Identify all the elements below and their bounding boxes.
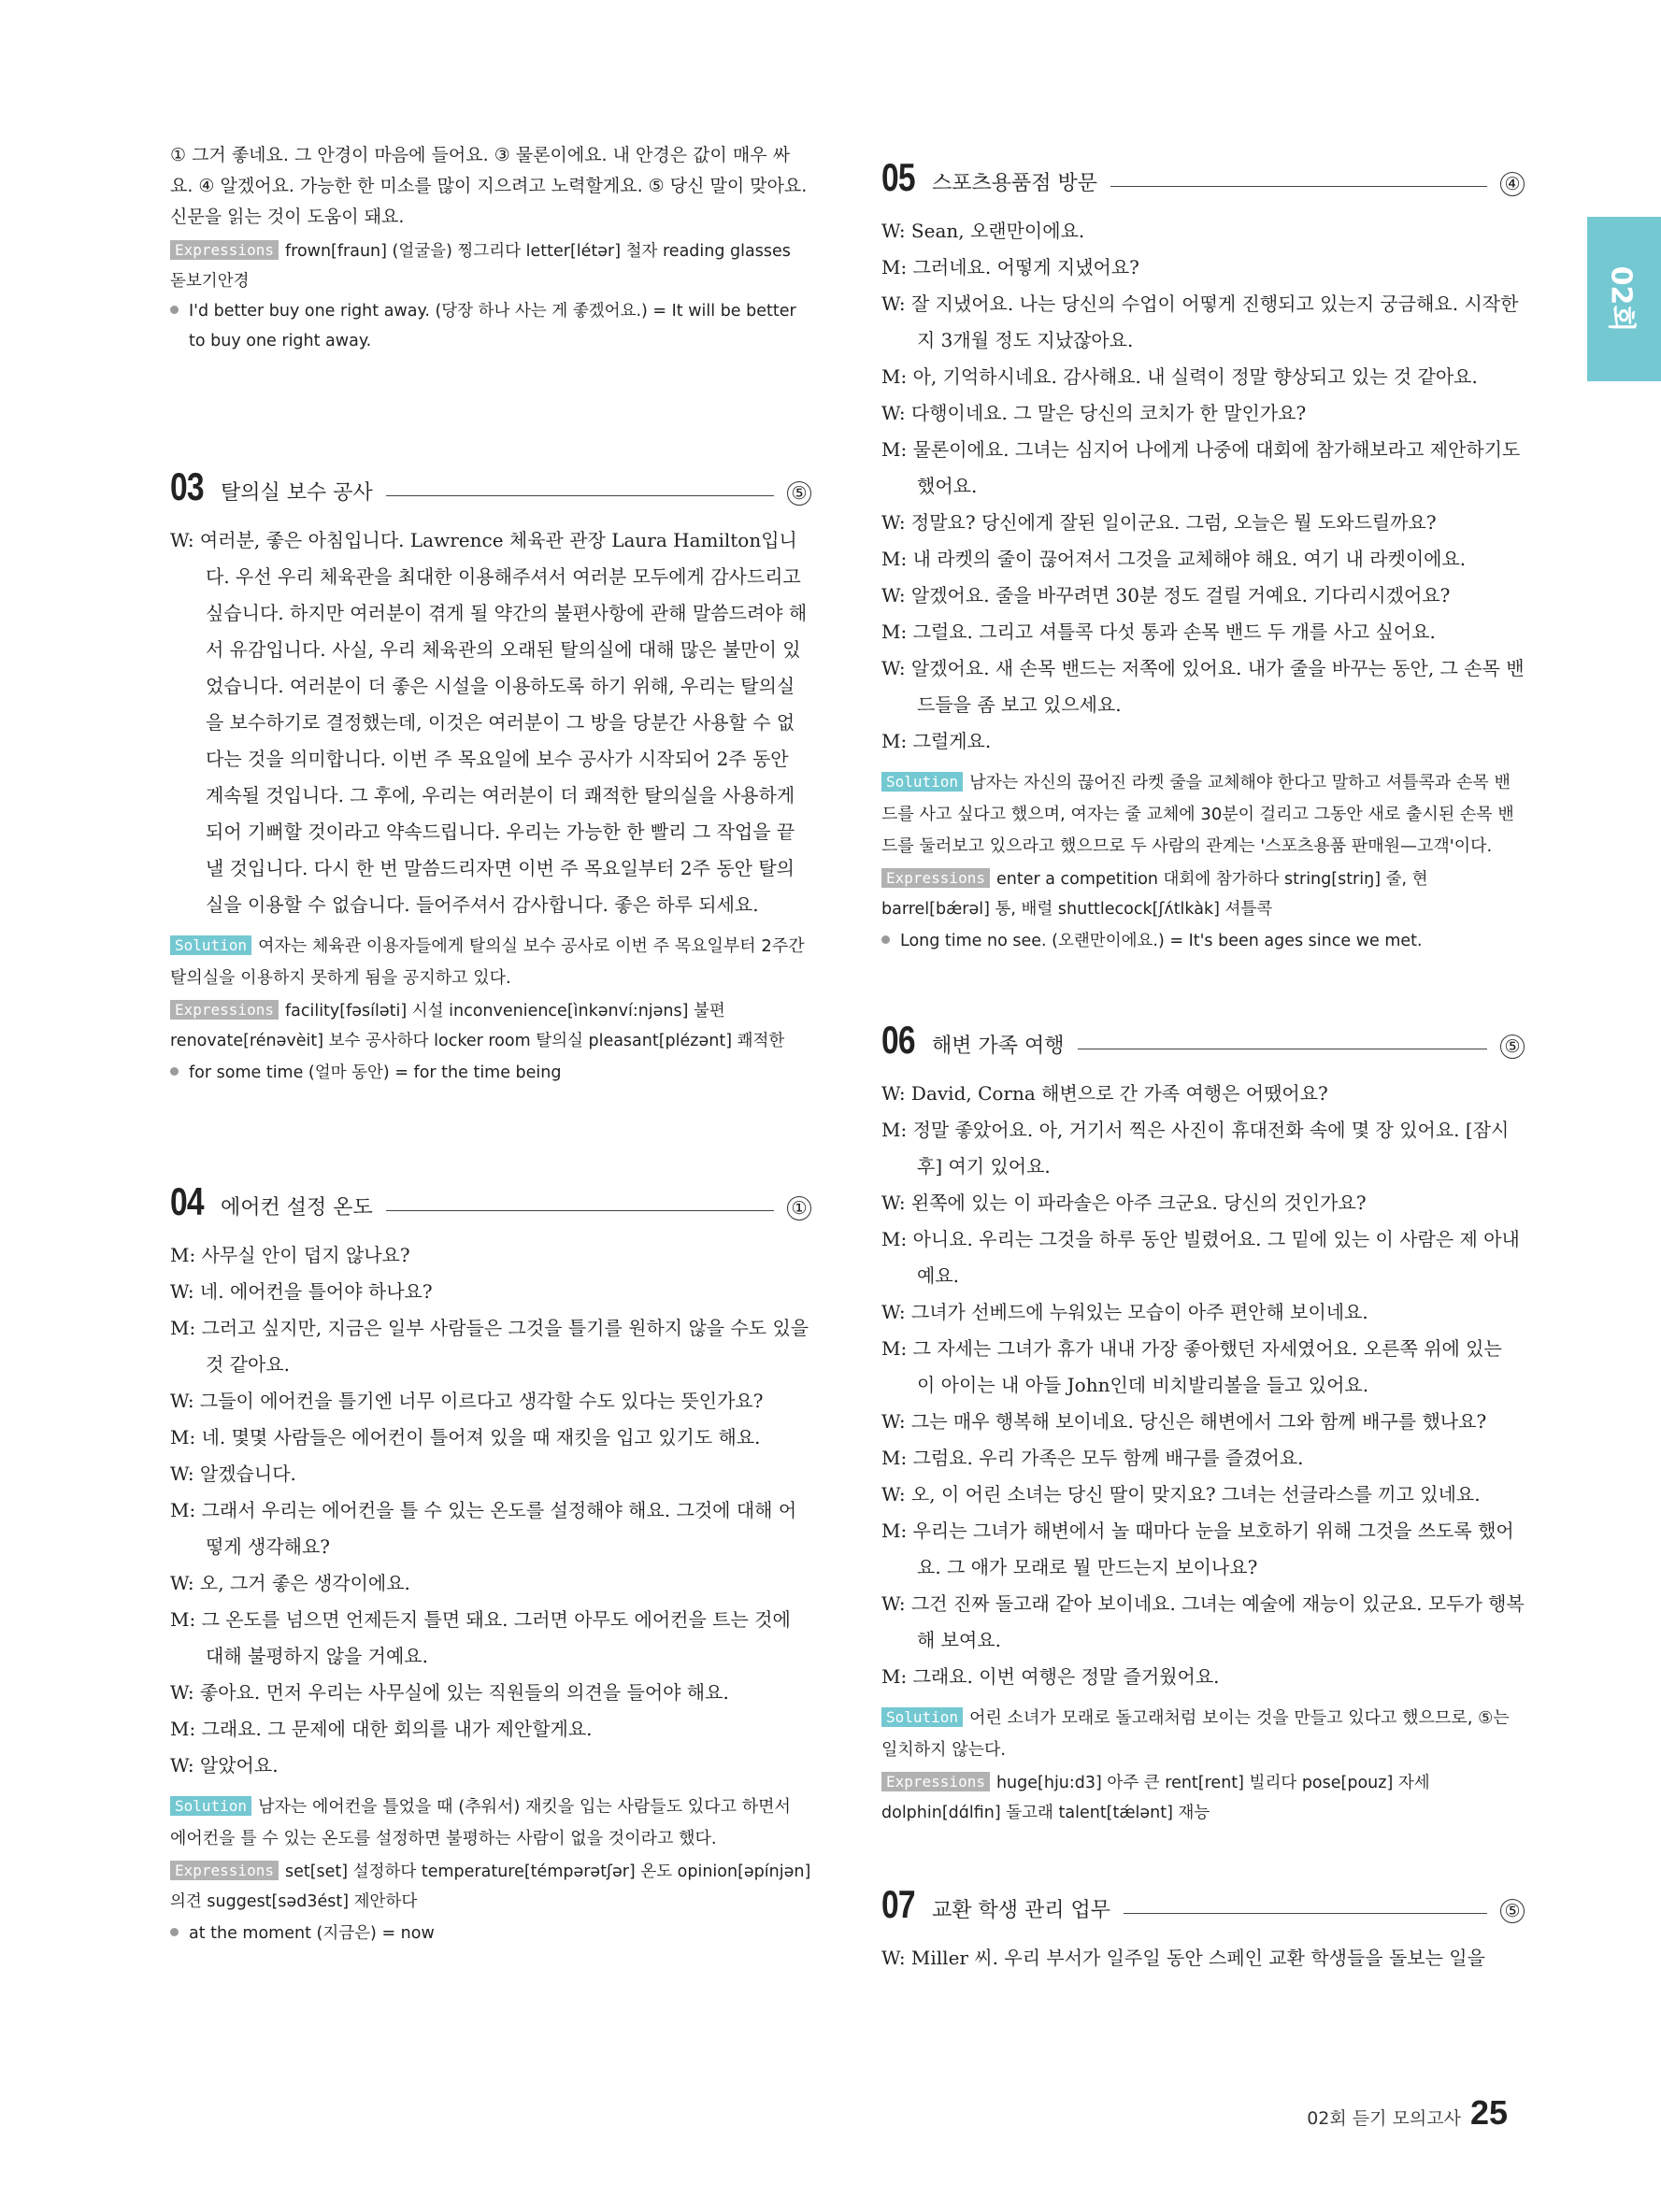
solution-tag: Solution: [170, 935, 251, 955]
section-05-expressions: Expressions enter a competition 대회에 참가하다 string[striŋ] 줄, 현 barrel[bǽrəl] 통, 배럴 shuttlecock[ʃʌ́tlkàk] 셔틀콕: [881, 869, 1428, 919]
section-number: 07: [881, 1882, 915, 1926]
dialogue-line: M: 우리는 그녀가 해변에서 놀 때마다 눈을 보호하기 위해 그것을 쓰도록 했어요. 그 애가 모래로 뭘 만드는지 보이나요?: [881, 1520, 1514, 1578]
dialogue-line: W: David, Corna 해변으로 간 가족 여행은 어땠어요?: [881, 1082, 1328, 1105]
dialogue-line: W: Miller 씨. 우리 부서가 일주일 동안 스페인 교환 학생들을 돌보는 일을: [881, 1947, 1485, 1969]
section-number: 06: [881, 1018, 915, 1062]
section-05-header: [881, 150, 1525, 199]
solution-tag: Solution: [881, 772, 963, 792]
answer-badge: ⑤: [1500, 1035, 1525, 1059]
dialogue-line: W: 그녀가 선베드에 누워있는 모습이 아주 편안해 보이네요.: [881, 1301, 1368, 1323]
dialogue-line: M: 그러네요. 어떻게 지냈어요?: [881, 256, 1139, 278]
right-column: [881, 150, 1525, 1977]
dialogue-line: W: 오, 이 어린 소녀는 당신 딸이 맞지요? 그녀는 선글라스를 끼고 있네요.: [881, 1483, 1481, 1506]
dialogue-line: M: 그럴요. 그리고 셔틀콕 다섯 통과 손목 밴드 두 개를 사고 싶어요.: [881, 621, 1436, 643]
dialogue-line: W: 오, 그거 좋은 생각이에요.: [170, 1572, 410, 1594]
section-05-bullet: Long time no see. (오랜만이에요.) = It's been ages since we met.: [881, 926, 1525, 956]
page-number: 25: [1469, 2093, 1508, 2132]
section-03-dialogue: [170, 522, 811, 923]
section-03-expressions: Expressions facility[fəsíləti] 시설 inconvenience[ìnkənví:njəns] 불편 renovate[rénəvèit] 보수 공사하다 locker room 탈의실 pleasant[plézənt] 쾌적한: [170, 1001, 785, 1050]
divider: [386, 495, 774, 496]
dialogue-line: W: 그건 진짜 돌고래 같아 보이네요. 그녀는 예술에 재능이 있군요. 모두가 행복해 보여요.: [881, 1592, 1525, 1651]
dialogue-line: W: 알겠어요. 새 손목 밴드는 저쪽에 있어요. 내가 줄을 바꾸는 동안, 그 손목 밴드들을 좀 보고 있으세요.: [881, 657, 1525, 716]
dialogue-line: W: 알겠습니다.: [170, 1463, 296, 1485]
dialogue-line: M: 내 라켓의 줄이 끊어져서 그것을 교체해야 해요. 여기 내 라켓이에요.: [881, 548, 1467, 570]
dialogue-line: W: 네. 에어컨을 틀어야 하나요?: [170, 1280, 433, 1303]
expressions-tag: Expressions: [170, 1861, 279, 1880]
dialogue-line: W: 다행이네요. 그 말은 당신의 코치가 한 말인가요?: [881, 402, 1307, 424]
solution-tag: Solution: [170, 1796, 251, 1816]
expressions-tag: Expressions: [881, 1772, 990, 1791]
dialogue-line: M: 네. 몇몇 사람들은 에어컨이 틀어져 있을 때 재킷을 입고 있기도 해요.: [170, 1426, 761, 1449]
answer-badge: ①: [787, 1196, 811, 1220]
dialogue-line: W: 좋아요. 먼저 우리는 사무실에 있는 직원들의 의견을 들어야 해요.: [170, 1681, 729, 1704]
bullet-icon: [170, 306, 179, 314]
footer-title: 02회 듣기 모의고사: [1307, 2108, 1461, 2129]
section-06-solution: Solution 어린 소녀가 모래로 돌고래처럼 보이는 것을 만들고 있다고 했으므로, ⑤는 일치하지 않는다.: [881, 1708, 1510, 1760]
section-04-solution: Solution 남자는 에어컨을 틀었을 때 (추워서) 재킷을 입는 사람들도 있다고 하면서 에어컨을 틀 수 있는 온도를 설정하면 불평하는 사람이 없을 것이라고 했다.: [170, 1797, 791, 1848]
section-04-header: [170, 1174, 811, 1223]
dialogue-line: M: 그 온도를 넘으면 언제든지 틀면 돼요. 그러면 아무도 에어컨을 트는 것에 대해 불평하지 않을 거예요.: [170, 1608, 791, 1667]
section-06-dialogue: [881, 1076, 1525, 1695]
expressions-tag: Expressions: [170, 240, 279, 260]
section-04-bullet: at the moment (지금은) = now: [170, 1919, 811, 1948]
section-title: 교환 학생 관리 업무: [932, 1899, 1110, 1922]
dialogue-line: W: 왼쪽에 있는 이 파라솔은 아주 크군요. 당신의 것인가요?: [881, 1192, 1367, 1214]
left-column: [170, 140, 811, 1948]
dialogue-line: M: 정말 좋았어요. 아, 거기서 찍은 사진이 휴대전화 속에 몇 장 있어요. [잠시 후] 여기 있어요.: [881, 1119, 1510, 1177]
section-tab: 02회: [1587, 217, 1661, 381]
dialogue-line: M: 그럴게요.: [881, 730, 992, 752]
bullet-icon: [881, 935, 890, 944]
dialogue-line: M: 그 자세는 그녀가 휴가 내내 가장 좋아했던 자세였어요. 오른쪽 위에 있는 이 아이는 내 아들 John인데 비치발리볼을 들고 있어요.: [881, 1337, 1502, 1396]
section-04-expressions: Expressions set[set] 설정하다 temperature[témpərətʃər] 온도 opinion[əpínjən] 의견 suggest[səd3ést] 제안하다: [170, 1862, 811, 1911]
dialogue-line: W: Sean, 오랜만이에요.: [881, 220, 1085, 242]
section-05-dialogue: [881, 213, 1525, 760]
section-03-solution: Solution 여자는 체육관 이용자들에게 탈의실 보수 공사로 이번 주 목요일부터 2주간 탈의실을 이용하지 못하게 됨을 공지하고 있다.: [170, 936, 805, 988]
bullet-icon: [170, 1067, 179, 1076]
section-04-dialogue: [170, 1237, 811, 1784]
dialogue-line: M: 그래요. 그 문제에 대한 회의를 내가 제안할게요.: [170, 1718, 593, 1740]
dialogue-line: M: 아니요. 우리는 그것을 하루 동안 빌렸어요. 그 밑에 있는 이 사람은 제 아내예요.: [881, 1228, 1520, 1287]
answer-badge: ⑤: [1500, 1899, 1525, 1923]
dialogue-line: M: 물론이에요. 그녀는 심지어 나에게 나중에 대회에 참가해보라고 제안하기도 했어요.: [881, 438, 1521, 497]
intro-bullet: I'd better buy one right away. (당장 하나 사는 게 좋겠어요.) = It will be better to buy one right away.: [170, 296, 811, 356]
section-number: 05: [881, 155, 915, 199]
dialogue-line: W: 알았어요.: [170, 1754, 279, 1777]
expressions-tag: Expressions: [170, 1000, 279, 1020]
section-07-dialogue: [881, 1940, 1525, 1977]
section-07-header: [881, 1877, 1525, 1926]
section-03-header: [170, 459, 811, 506]
answer-badge: ⑤: [787, 481, 811, 506]
bullet-icon: [170, 1928, 179, 1936]
section-title: 스포츠용품점 방문: [932, 172, 1098, 195]
section-06-expressions: Expressions huge[hju:d3] 아주 큰 rent[rent] 빌리다 pose[pouz] 자세 dolphin[dɑ́lfin] 돌고래 talent[tǽlənt] 재능: [881, 1773, 1430, 1822]
section-title: 해변 가족 여행: [932, 1035, 1065, 1058]
divider: [386, 1210, 774, 1211]
section-title: 탈의실 보수 공사: [221, 481, 373, 505]
expressions-tag: Expressions: [881, 868, 990, 888]
section-05-solution: Solution 남자는 자신의 끊어진 라켓 줄을 교체해야 한다고 말하고 셔틀콕과 손목 밴드를 사고 싶다고 했으며, 여자는 줄 교체에 30분이 걸리고 그동안 새로 출시된 손목 밴드를 둘러보고 있으라고 했으므로 두 사람의 관계는 '스포츠용품 판매원—고객'이다.: [881, 773, 1514, 856]
dialogue-line: W: 알겠어요. 줄을 바꾸려면 30분 정도 걸릴 거예요. 기다리시겠어요?: [881, 584, 1451, 607]
dialogue-line: M: 사무실 안이 덥지 않나요?: [170, 1244, 410, 1266]
dialogue-line: M: 그래요. 이번 여행은 정말 즐거웠어요.: [881, 1665, 1220, 1688]
page-footer: [1307, 2093, 1508, 2133]
intro-answer-options: ① 그거 좋네요. 그 안경이 마음에 들어요. ③ 물론이에요. 내 안경은 값이 매우 싸요. ④ 알겠어요. 가능한 한 미소를 많이 지으려고 노력할게요. ⑤ 당신 말이 맞아요. 신문을 읽는 것이 도움이 돼요.: [170, 145, 808, 227]
solution-tag: Solution: [881, 1707, 963, 1727]
dialogue-line: W: 그는 매우 행복해 보이네요. 당신은 해변에서 그와 함께 배구를 했나요?: [881, 1410, 1487, 1433]
section-number: 04: [170, 1179, 204, 1223]
divider: [1124, 1913, 1487, 1914]
divider: [1110, 186, 1487, 187]
dialogue-line: W: 잘 지냈어요. 나는 당신의 수업이 어떻게 진행되고 있는지 궁금해요. 시작한 지 3개월 정도 지났잖아요.: [881, 293, 1519, 351]
section-06-header: [881, 1012, 1525, 1062]
dialogue-line: M: 그러고 싶지만, 지금은 일부 사람들은 그것을 틀기를 원하지 않을 수도 있을 것 같아요.: [170, 1317, 809, 1376]
section-03-bullet: for some time (얼마 동안) = for the time being: [170, 1058, 811, 1088]
dialogue-line: W: 정말요? 당신에게 잘된 일이군요. 그럼, 오늘은 뭘 도와드릴까요?: [881, 511, 1437, 534]
section-number: 03: [170, 464, 204, 508]
dialogue-line: M: 그래서 우리는 에어컨을 틀 수 있는 온도를 설정해야 해요. 그것에 대해 어떻게 생각해요?: [170, 1499, 797, 1558]
dialogue-line: W: 여러분, 좋은 아침입니다. Lawrence 체육관 관장 Laura Hamilton입니다. 우선 우리 체육관을 최대한 이용해주셔서 여러분 모두에게 감사드리고 싶습니다. 하지만 여러분이 겪게 될 약간의 불편사항에 관해 말씀드려야 해서 유감입니다. 사실, 우리 체육관의 오래된 탈의실에 대해 많은 불만이 있었습니다. 여러분이 더 좋은 시설을 이용하도록 하기 위해, 우리는 탈의실을 보수하기로 결정했는데, 이것은 여러분이 그 방을 당분간 사용할 수 없다는 것을 의미합니다. 이번 주 목요일에 보수 공사가 시작되어 2주 동안 계속될 것입니다. 그 후에, 우리는 여러분이 더 쾌적한 탈의실을 사용하게 되어 기뻐할 것이라고 약속드립니다. 우리는 가능한 한 빨리 그 작업을 끝낼 것입니다. 다시 한 번 말씀드리자면 이번 주 목요일부터 2주 동안 탈의실을 이용할 수 없습니다. 들어주셔서 감사합니다. 좋은 하루 되세요.: [170, 529, 808, 916]
intro-expressions: Expressions frown[fraun] (얼굴을) 찡그리다 letter[létər] 철자 reading glasses 돋보기안경: [170, 241, 791, 291]
dialogue-line: M: 아, 기억하시네요. 감사해요. 내 실력이 정말 향상되고 있는 것 같아요.: [881, 365, 1478, 388]
dialogue-line: M: 그럼요. 우리 가족은 모두 함께 배구를 즐겼어요.: [881, 1447, 1304, 1469]
answer-badge: ④: [1500, 172, 1525, 196]
dialogue-line: W: 그들이 에어컨을 틀기엔 너무 이르다고 생각할 수도 있다는 뜻인가요?: [170, 1390, 764, 1412]
section-title: 에어컨 설정 온도: [221, 1196, 373, 1220]
